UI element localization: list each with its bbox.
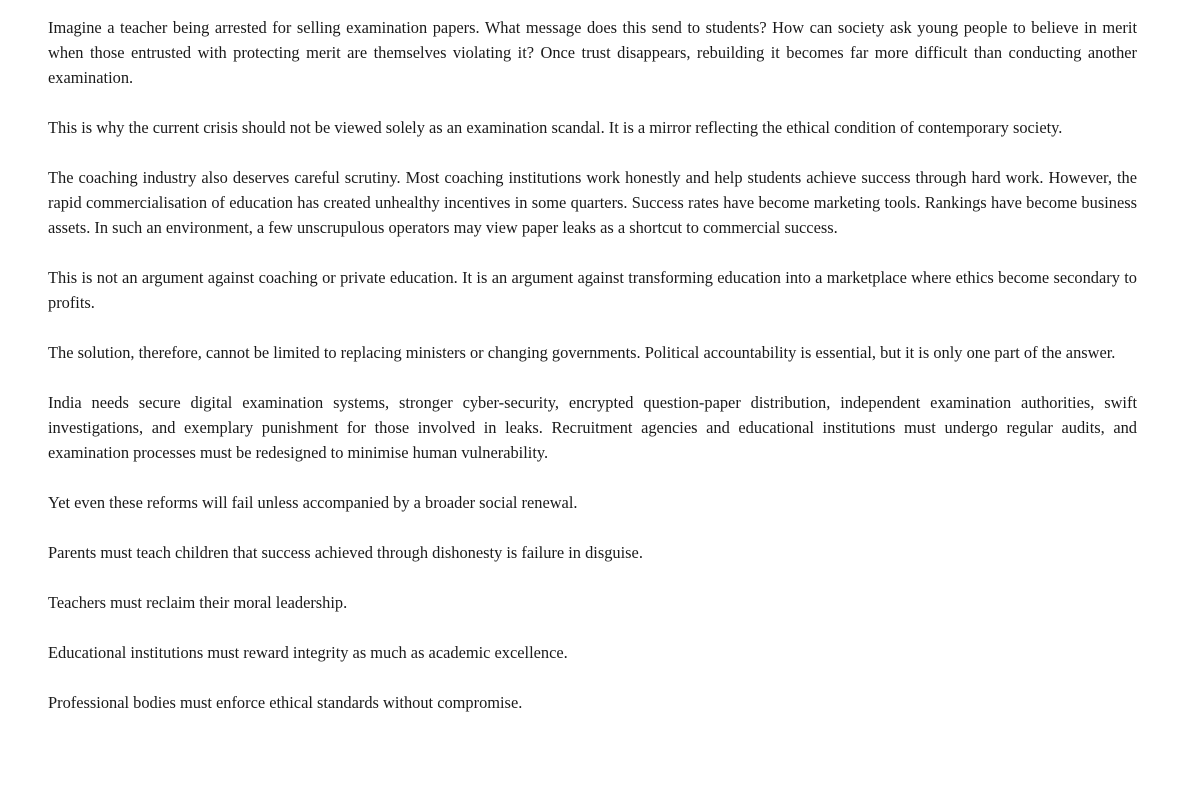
paragraph-5: The solution, therefore, cannot be limited to replacing ministers or changing governments. Political accountability is essential, but it is only one part of the answer.: [48, 343, 1116, 362]
paragraph-4: This is not an argument against coaching or private education. It is an argument against transforming education into a marketplace where ethics become secondary to profits.: [48, 268, 1137, 312]
paragraph-6: India needs secure digital examination systems, stronger cyber-security, encrypted question-paper distribution, independent examination authorities, swift investigations, and exemplary punishment for those involved in leaks. Recruitment agencies and educational institutions must undergo regular audits, and examination processes must be redesigned to minimise human vulnerability.: [48, 393, 1137, 462]
paragraph-3: The coaching industry also deserves careful scrutiny. Most coaching institutions work honestly and help students achieve success through hard work. However, the rapid commercialisation of education has created unhealthy incentives in some quarters. Success rates have become marketing tools. Rankings have become business assets. In such an environment, a few unscrupulous operators may view paper leaks as a shortcut to commercial success.: [48, 168, 1137, 237]
paragraph-7: Yet even these reforms will fail unless accompanied by a broader social renewal.: [48, 493, 578, 512]
paragraph-10: Educational institutions must reward integrity as much as academic excellence.: [48, 643, 568, 662]
article-body: [48, 15, 1137, 740]
paragraph-11: Professional bodies must enforce ethical standards without compromise.: [48, 693, 523, 712]
paragraph-1: Imagine a teacher being arrested for selling examination papers. What message does this send to students? How can society ask young people to believe in merit when those entrusted with protecting merit are themselves violating it? Once trust disappears, rebuilding it becomes far more difficult than conducting another examination.: [48, 18, 1137, 87]
paragraph-9: Teachers must reclaim their moral leadership.: [48, 593, 348, 612]
paragraph-2: This is why the current crisis should not be viewed solely as an examination scandal. It is a mirror reflecting the ethical condition of contemporary society.: [48, 118, 1063, 137]
paragraph-8: Parents must teach children that success achieved through dishonesty is failure in disguise.: [48, 543, 643, 562]
